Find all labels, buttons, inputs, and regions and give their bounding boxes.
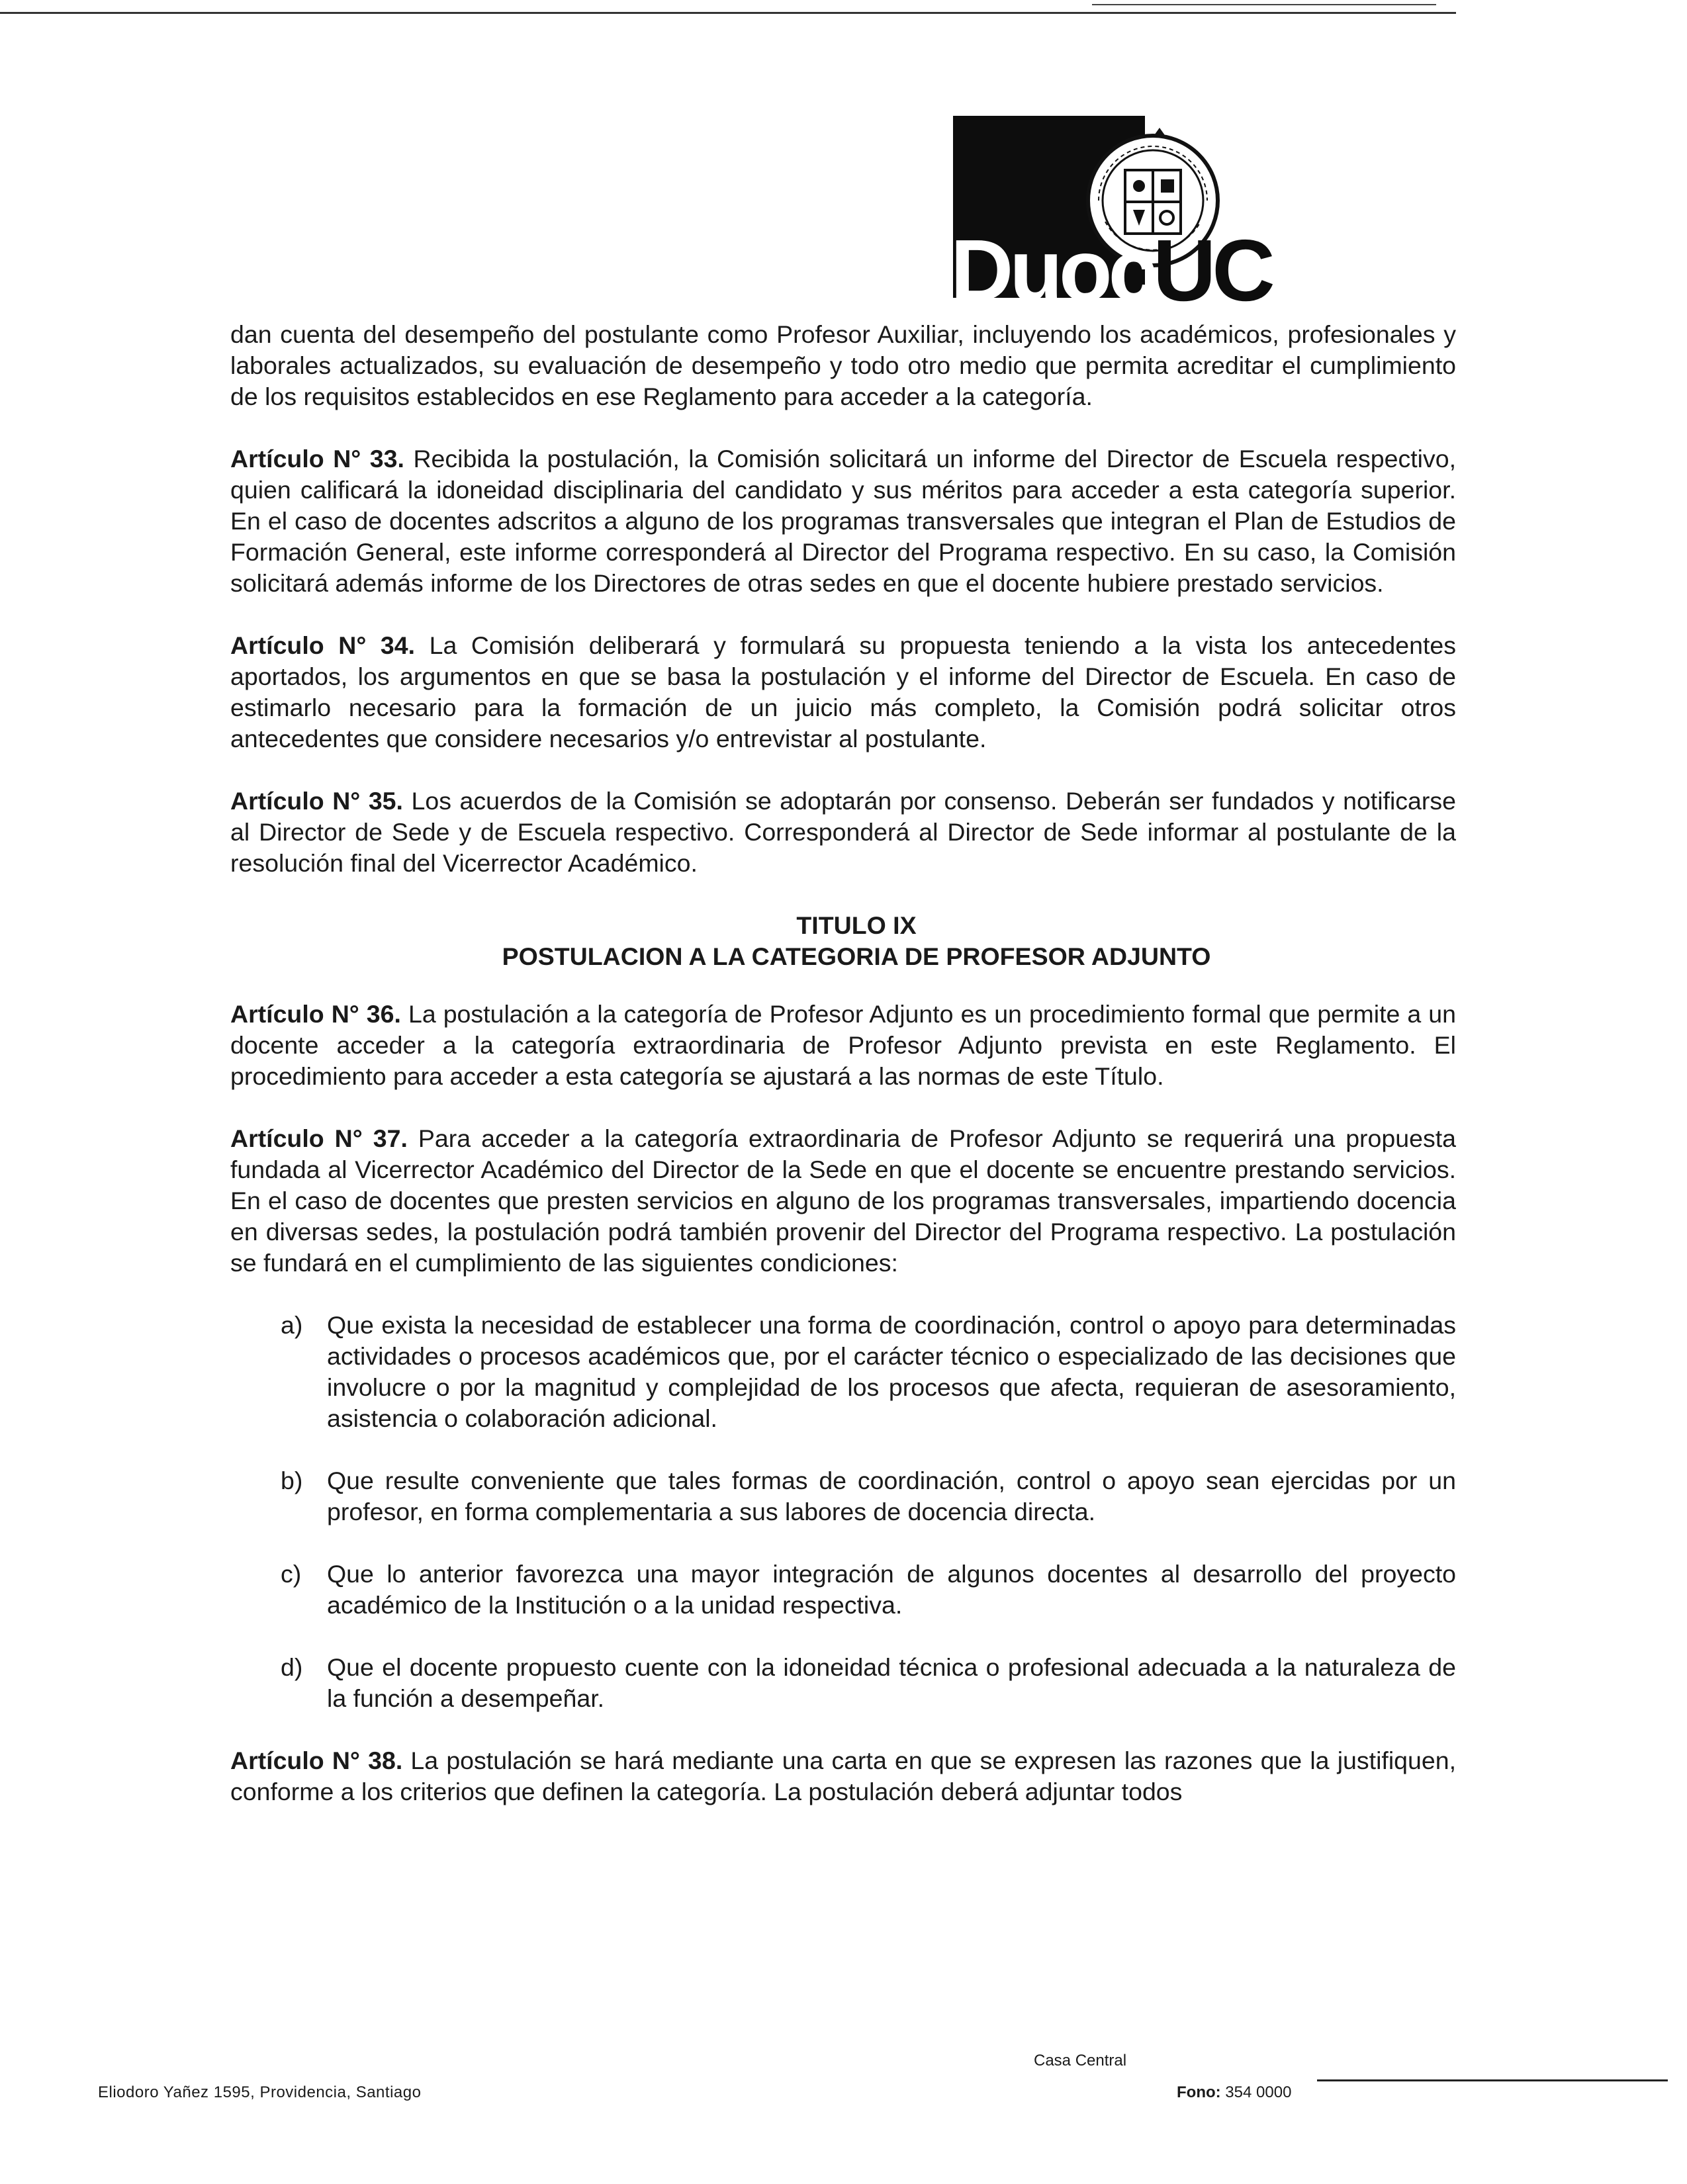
title-number: TITULO IX (796, 911, 917, 939)
list-item (230, 1465, 1456, 1527)
article-label: Artículo N° 33. (230, 445, 404, 473)
article-38 (230, 1745, 1456, 1807)
list-item-label: a) (281, 1311, 303, 1339)
article-label: Artículo N° 37. (230, 1124, 408, 1152)
article-text: Para acceder a la categoría extraordinaria de Profesor Adjunto se requerirá una propuesta fundada al Vicerrector Académico del Director de la Sede en que el docente se encuentre prestando servicios. En el caso de docentes que presten servicios en alguno de los programas transversales, impartiendo docencia en diversas sedes, la postulación podrá también provenir del Director del Programa respectivo. La postulación se fundará en el cumplimiento de las siguientes condiciones: (230, 1124, 1456, 1277)
article-34 (230, 630, 1456, 754)
list-item-text: Que lo anterior favorezca una mayor integración de algunos docentes al desarrollo del proyecto académico de la Institución o a la unidad respectiva. (327, 1560, 1456, 1619)
title-heading: POSTULACION A LA CATEGORIA DE PROFESOR ADJUNTO (502, 942, 1211, 970)
article-text: La postulación a la categoría de Profesor Adjunto es un procedimiento formal que permite a un docente acceder a la categoría extraordinaria de Profesor Adjunto prevista en este Reglamento. El procedimiento para acceder a esta categoría se ajustará a las normas de este Título. (230, 1000, 1456, 1090)
article-text: Recibida la postulación, la Comisión solicitará un informe del Director de Escuela respectivo, quien calificará la idoneidad disciplinaria del candidato y sus méritos para acceder a esta categoría superior. En el caso de docentes adscritos a alguno de los programas transversales que integran el Plan de Estudios de Formación General, este informe corresponderá al Director del Programa respectivo. En su caso, la Comisión solicitará además informe de los Directores de otras sedes en que el docente hubiere prestado servicios. (230, 445, 1456, 597)
list-item-label: b) (281, 1467, 303, 1494)
paragraph-continuation: dan cuenta del desempeño del postulante como Profesor Auxiliar, incluyendo los académicos, profesionales y laborales actualizados, su evaluación de desempeño y todo otro medio que permita acreditar el cumplimiento de los requisitos establecidos en ese Reglamento para acceder a la categoría. (230, 320, 1456, 410)
list-item (230, 1559, 1456, 1621)
list-item (230, 1652, 1456, 1714)
article-35 (230, 786, 1456, 879)
article-33 (230, 443, 1456, 599)
article-text: Los acuerdos de la Comisión se adoptarán por consenso. Deberán ser fundados y notificarse al Director de Sede y de Escuela respectivo. Corresponderá al Director de Sede informar al postulante de la resolución final del Vicerrector Académico. (230, 787, 1457, 877)
article-label: Artículo N° 34. (230, 631, 416, 659)
logo-wordmark: DuocUC (950, 222, 1271, 319)
duoc-uc-logo (950, 116, 1271, 319)
scan-edge-line (0, 12, 1456, 14)
article-label: Artículo N° 36. (230, 1000, 401, 1028)
article-text: La Comisión deliberará y formulará su propuesta teniendo a la vista los antecedentes aportados, los argumentos en que se basa la postulación y el informe del Director de Escuela. En caso de estimarlo necesario para la formación de un juicio más completo, la Comisión podrá solicitar otros antecedentes que considere necesarios y/o entrevistar al postulante. (230, 631, 1456, 752)
footer-address: Eliodoro Yañez 1595, Providencia, Santiago (98, 2083, 422, 2101)
list-item-text: Que resulte conveniente que tales formas de coordinación, control o apoyo sean ejercidas por un profesor, en forma complementaria a sus labores de docencia directa. (327, 1467, 1456, 1525)
footer-phone (1177, 2083, 1291, 2102)
phone-value: 354 0000 (1220, 2083, 1292, 2101)
list-item-text: Que exista la necesidad de establecer una forma de coordinación, control o apoyo para determinadas actividades o procesos académicos que, por el carácter técnico o especializado de las decisiones que involucre o por la magnitud y complejidad de los procesos que afecta, requieran de asesoramiento, asistencia o colaboración adicional. (327, 1311, 1456, 1432)
article-text: La postulación se hará mediante una carta en que se expresen las razones que la justifiquen, conforme a los criterios que definen la categoría. La postulación deberá adjuntar todos (230, 1747, 1456, 1805)
list-item-label: c) (281, 1560, 302, 1588)
article-label: Artículo N° 35. (230, 787, 403, 815)
list-item (230, 1310, 1456, 1434)
list-item-label: d) (281, 1653, 303, 1681)
article-37 (230, 1123, 1456, 1279)
article-36 (230, 999, 1456, 1092)
phone-label: Fono: (1177, 2083, 1221, 2101)
article-label: Artículo N° 38. (230, 1747, 403, 1774)
section-title (230, 910, 1456, 972)
footer-office: Casa Central (1034, 2052, 1127, 2070)
document-body (230, 319, 1456, 1839)
list-item-text: Que el docente propuesto cuente con la idoneidad técnica o profesional adecuada a la naturaleza de la función a desempeñar. (327, 1653, 1456, 1712)
footer-divider (1317, 2079, 1668, 2081)
scan-edge-line (1092, 4, 1436, 5)
conditions-list (230, 1310, 1456, 1714)
